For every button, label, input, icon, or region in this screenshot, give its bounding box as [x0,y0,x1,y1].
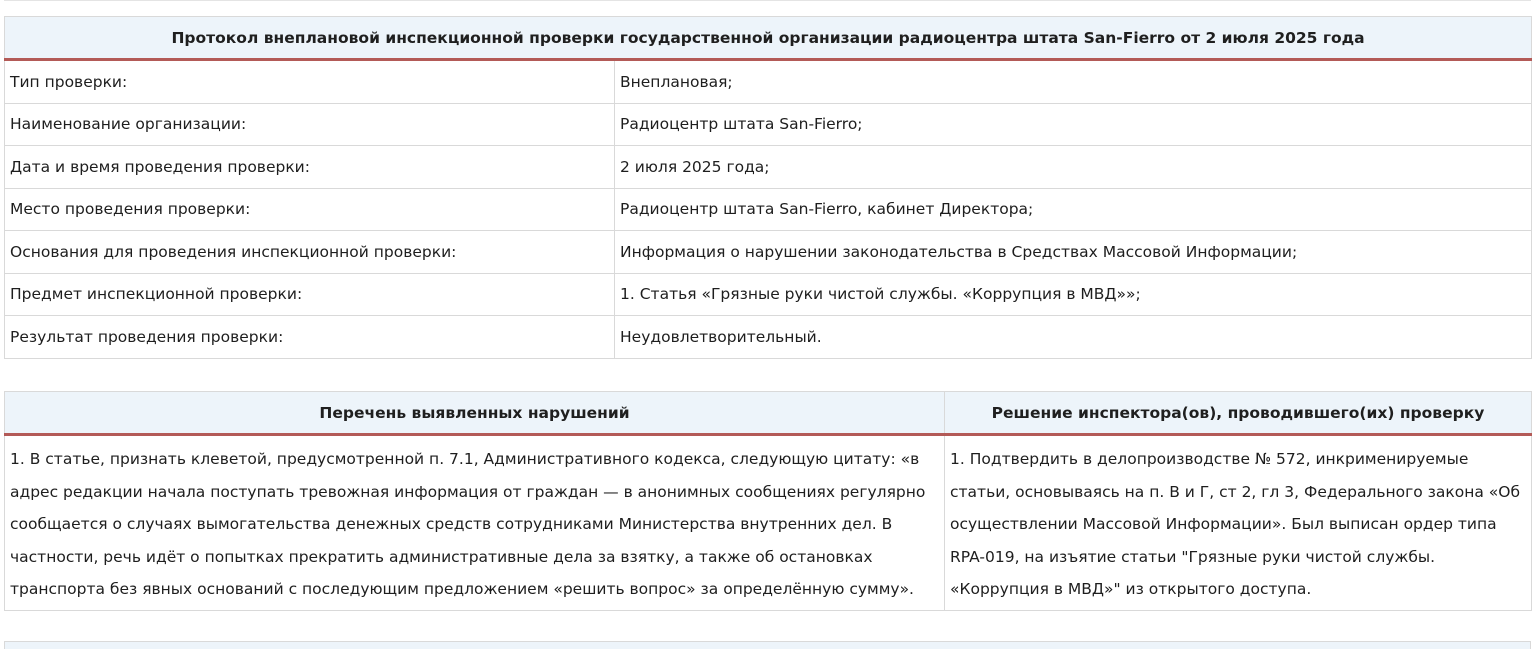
row-value: Неудовлетворительный. [615,316,1532,359]
violations-text: 1. В статье, признать клеветой, предусмотренной п. 7.1, Административного кодекса, следующую цитату: «в адрес редакции начала поступать тревожная информация от граждан — в анонимных сообщениях регулярно сообщается о случаях вымогательства денежных средств сотрудниками Министерства внутренних дел. В частности, речь идёт о попытках прекратить административные дела за взятку, а также об остановках транспорта без явных оснований с последующим предложением «решить вопрос» за определённую сумму». [5,435,945,611]
table-row [5,146,1532,189]
row-value: Радиоцентр штата San-Fierro; [615,103,1532,146]
row-value: 1. Статья «Грязные руки чистой службы. «Коррупция в МВД»»; [615,273,1532,316]
table-row [5,435,1532,611]
row-label: Место проведения проверки: [5,188,615,231]
table-row [5,188,1532,231]
decision-header: Решение инспектора(ов), проводившего(их) проверку [945,392,1532,435]
row-value: 2 июля 2025 года; [615,146,1532,189]
top-divider [4,0,1531,1]
row-label: Предмет инспекционной проверки: [5,273,615,316]
violations-table [4,391,1532,611]
protocol-table [4,16,1532,359]
violations-header: Перечень выявленных нарушений [5,392,945,435]
table-row [5,103,1532,146]
row-label: Дата и время проведения проверки: [5,146,615,189]
table-row [5,316,1532,359]
next-table-header [4,641,1531,649]
row-label: Основания для проведения инспекционной проверки: [5,231,615,274]
row-label: Наименование организации: [5,103,615,146]
decision-text: 1. Подтвердить в делопроизводстве № 572, инкрименируемые статьи, основываясь на п. В и Г, ст 2, гл 3, Федерального закона «Об осуществлении Массовой Информации». Был выписан ордер типа RPA-019, на изъятие статьи "Грязные руки чистой службы. «Коррупция в МВД»" из открытого доступа. [945,435,1532,611]
protocol-title: Протокол внеплановой инспекционной проверки государственной организации радиоцентра штата San-Fierro от 2 июля 2025 года [5,17,1532,60]
next-table-header-cell [5,642,1531,649]
row-value: Информация о нарушении законодательства в Средствах Массовой Информации; [615,231,1532,274]
row-label: Результат проведения проверки: [5,316,615,359]
row-value: Радиоцентр штата San-Fierro, кабинет Директора; [615,188,1532,231]
table-row [5,60,1532,104]
row-value: Внеплановая; [615,60,1532,104]
table-row [5,273,1532,316]
table-row [5,231,1532,274]
row-label: Тип проверки: [5,60,615,104]
